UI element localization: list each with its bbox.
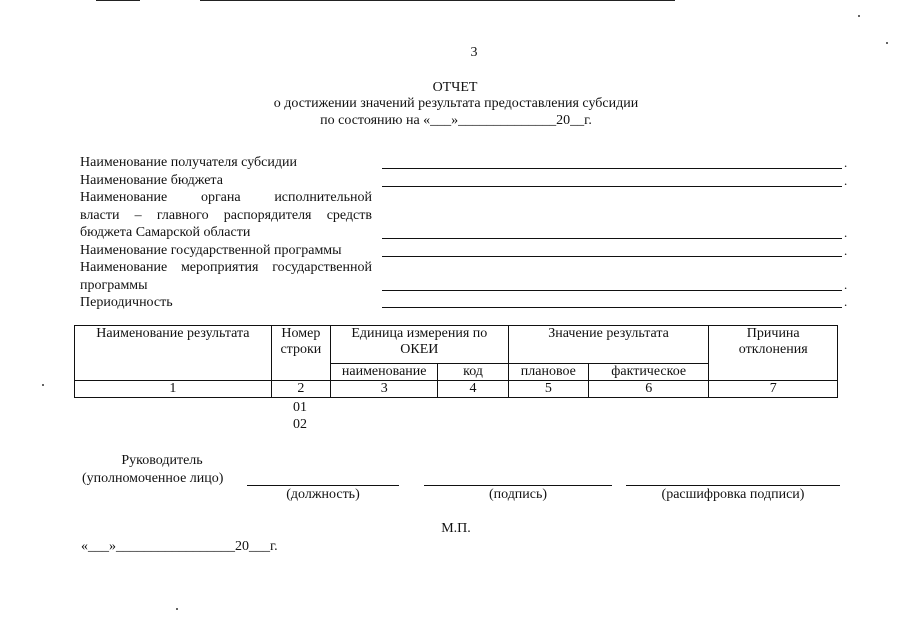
scan-speck: [886, 42, 888, 44]
field-budget-label: Наименование бюджета: [80, 173, 223, 188]
column-numbers-row: [75, 381, 838, 398]
scan-artifact-line: [200, 0, 675, 1]
column-number: 5: [508, 381, 588, 398]
header-row-number: Номер строки: [271, 326, 330, 381]
report-date-line: по состоянию на «___»______________20__г.: [320, 113, 592, 128]
scan-speck: [176, 608, 178, 610]
field-authority-label-2: власти – главного распорядителя средств: [80, 208, 372, 223]
header-value-actual: фактическое: [588, 364, 708, 381]
field-authority-line[interactable]: [382, 238, 842, 239]
signature-head-subtitle: (уполномоченное лицо): [82, 471, 224, 486]
header-value: Значение результата: [508, 326, 709, 364]
field-recipient-label: Наименование получателя субсидии: [80, 155, 297, 170]
scan-artifact-line: [96, 0, 140, 1]
signature-decode-hint: (расшифровка подписи): [661, 487, 805, 502]
header-result-name: Наименование результата: [75, 326, 272, 381]
header-unit-name: наименование: [330, 364, 437, 381]
field-period: .: [844, 294, 848, 309]
field-period: .: [844, 277, 848, 292]
column-number: 3: [330, 381, 437, 398]
signature-sign-line[interactable]: [424, 485, 612, 486]
signature-sign-hint: (подпись): [488, 487, 548, 502]
results-table: [74, 325, 838, 398]
field-periodicity-label: Периодичность: [80, 295, 173, 310]
field-budget-line[interactable]: [382, 186, 842, 187]
column-number: 2: [271, 381, 330, 398]
column-number: 4: [438, 381, 508, 398]
signature-position-line[interactable]: [247, 485, 399, 486]
field-program-line[interactable]: [382, 256, 842, 257]
field-program-label: Наименование государственной программы: [80, 243, 342, 258]
signature-decode-line[interactable]: [626, 485, 840, 486]
field-event-label-1: Наименование мероприятия государственной: [80, 260, 372, 275]
signature-position-hint: (должность): [286, 487, 360, 502]
signature-head-title: Руководитель: [121, 453, 203, 468]
stamp-place: М.П.: [441, 521, 471, 536]
report-title: ОТЧЕТ: [432, 80, 478, 95]
field-authority-label-1: Наименование органа исполнительной: [80, 190, 372, 205]
field-period: .: [844, 243, 848, 258]
page-number: 3: [470, 45, 478, 60]
header-value-planned: плановое: [508, 364, 588, 381]
report-subtitle: о достижении значений результата предоставления субсидии: [273, 96, 639, 111]
field-recipient-line[interactable]: [382, 168, 842, 169]
field-period: .: [844, 173, 848, 188]
header-unit: Единица измерения по ОКЕИ: [330, 326, 508, 364]
field-period: .: [844, 225, 848, 240]
signature-date-line: «___»_________________20___г.: [81, 539, 278, 554]
table-row-number: 02: [293, 417, 307, 432]
column-number: 7: [709, 381, 838, 398]
header-reason: Причина отклонения: [709, 326, 838, 381]
column-number: 6: [588, 381, 708, 398]
field-period: .: [844, 155, 848, 170]
field-event-line[interactable]: [382, 290, 842, 291]
field-periodicity-line[interactable]: [382, 307, 842, 308]
field-event-label-2: программы: [80, 278, 148, 293]
scan-speck: [858, 15, 860, 17]
header-unit-code: код: [438, 364, 508, 381]
scan-speck: [42, 384, 44, 386]
field-authority-label-3: бюджета Самарской области: [80, 225, 251, 240]
column-number: 1: [75, 381, 272, 398]
table-row-number: 01: [293, 400, 307, 415]
